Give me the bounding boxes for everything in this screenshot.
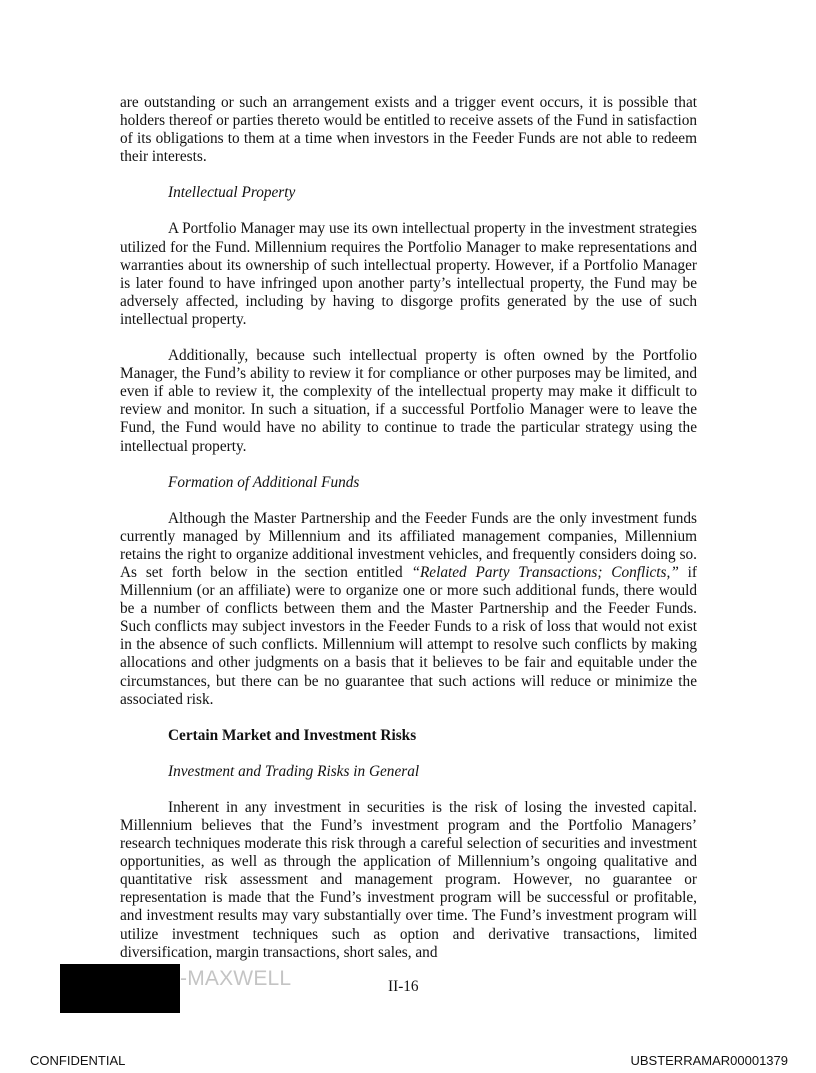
paragraph-ip-1: A Portfolio Manager may use its own intellectual property in the investment strategies utilized for the Fund. Millennium requires the Portfolio Manager to make representations and warranties about its ownership of such intellectual property. However, if a Portfolio Manager is later found to have infringed upon another party’s intellectual property, the Fund may be adversely affected, including by having to disgorge profits generated by the use of such intellectual property.: [120, 220, 697, 328]
page-number: II-16: [388, 978, 419, 995]
heading-market-investment-risks: Certain Market and Investment Risks: [168, 726, 417, 744]
confidential-label: CONFIDENTIAL: [30, 1053, 126, 1068]
heading-investment-trading-risks: Investment and Trading Risks in General: [168, 762, 420, 780]
watermark-text: -MAXWELL: [180, 967, 292, 990]
paragraph-ip-2: Additionally, because such intellectual property is often owned by the Portfolio Manager, the Fund’s ability to review it for compliance or other purposes may be limited, and even if able to review it, the complexity of the intellectual property may make it difficult to review and monitor. In such a situation, if a successful Portfolio Manager were to leave the Fund, the Fund would have no ability to continue to trade the particular strategy using the intellectual property.: [120, 347, 697, 455]
redaction-block: [60, 964, 180, 1013]
page-body: [120, 94, 697, 962]
paragraph-continuation: are outstanding or such an arrangement exists and a trigger event occurs, it is possible that holders thereof or parties thereto would be entitled to receive assets of the Fund in satisfaction of its obligations to them at a time when investors in the Feeder Funds are not able to redeem their interests.: [120, 94, 697, 166]
section-reference: “Related Party Transactions; Conflicts,”: [411, 563, 679, 581]
paragraph-investment-risks: Inherent in any investment in securities is the risk of losing the invested capital. Millennium believes that the Fund’s investment program and the Portfolio Managers’ research techniques moderate this risk through a careful selection of securities and investment opportunities, as well as through the application of Millennium’s ongoing qualitative and quantitative risk assessment and management program. However, no guarantee or representation is made that the Fund’s investment program will be successful or profitable, and investment results may vary substantially over time. The Fund’s investment program will utilize investment techniques such as option and derivative transactions, limited diversification, margin transactions, short sales, and: [120, 798, 697, 961]
paragraph-additional-funds: [120, 510, 697, 709]
heading-formation-additional-funds: Formation of Additional Funds: [168, 473, 360, 491]
heading-intellectual-property: Intellectual Property: [168, 184, 296, 202]
paragraph-text-part: if Millennium (or an affiliate) were to organize one or more such additional funds, there would be a number of conflicts between them and the Master Partnership and the Feeder Funds. Such conflicts may subject investors in the Feeder Funds to a risk of loss that would not exist in the absence of such conflicts. Millennium will attempt to resolve such conflicts by making allocations and other judgments on a basis that it believes to be fair and equitable under the circumstances, but there can be no guarantee that such actions will reduce or minimize the associated risk.: [120, 563, 698, 708]
paragraph-text-part: Although the Master Partnership and the Feeder Funds are the only investment funds currently managed by Millennium and its affiliated management companies, Millennium retains the right to organize additional investment vehicles, and frequently considers doing so. As set forth below in the section entitled: [120, 509, 697, 581]
bates-number: UBSTERRAMAR00001379: [630, 1053, 788, 1068]
